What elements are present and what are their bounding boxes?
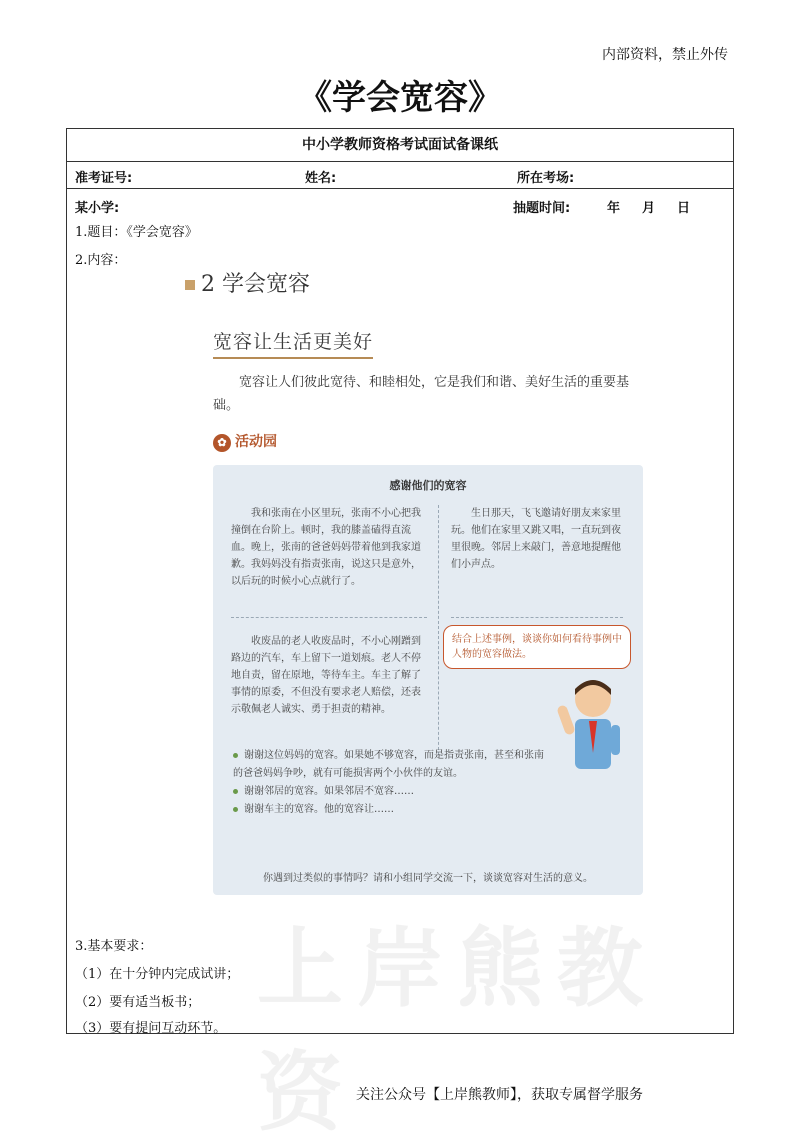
intro-paragraph: 宽容让人们彼此宽待、和睦相处，它是我们和谐、美好生活的重要基础。 — [213, 375, 630, 413]
thanks-item: 谢谢邻居的宽容。如果邻居不宽容…… — [233, 783, 553, 801]
thanks-item: 谢谢车主的宽容。他的宽容让…… — [233, 801, 553, 819]
year-label: 年 — [607, 201, 621, 216]
activity-label: 活动园 — [235, 434, 277, 450]
bullet-icon — [233, 753, 238, 758]
bullet-icon — [233, 807, 238, 812]
requirement-3: （3）要有提问互动环节。 — [75, 1021, 227, 1036]
confidential-note: 内部资料，禁止外传 — [602, 47, 728, 63]
requirements-label: 3.基本要求： — [75, 939, 153, 954]
exam-room-label: 所在考场: — [517, 171, 575, 186]
panel-title: 感谢他们的宽容 — [389, 479, 467, 492]
candidate-info-row — [67, 162, 733, 189]
requirement-1: （1）在十分钟内完成试讲； — [75, 967, 240, 982]
activity-heading — [213, 431, 277, 452]
story-zhangnan: 我和张南在小区里玩，张南不小心把我撞倒在台阶上。顿时，我的膝盖磕得直流血。晚上，张南的爸爸妈妈带着他到我家道歉。我妈妈没有指责张南，说这只是意外，以后玩的时候小心点就行了。 — [231, 508, 421, 587]
lesson-heading — [185, 267, 310, 298]
lesson-marker-icon — [185, 280, 195, 290]
school-label: 某小学: — [75, 201, 120, 216]
thanks-item: 谢谢这位妈妈的宽容。如果她不够宽容，而是指责张南，甚至和张南的爸爸妈妈争吵，就有可能损害两个小伙伴的友谊。 — [233, 750, 544, 779]
lesson-title: 2 学会宽容 — [201, 272, 310, 297]
divider-vertical — [438, 505, 439, 755]
discussion-question: 你遇到过类似的事情吗？请和小组同学交流一下，谈谈宽容对生活的意义。 — [263, 873, 593, 884]
content-label: 2.内容： — [75, 253, 127, 268]
textbook-page — [185, 267, 665, 907]
document-title: 《学会宽容》 — [298, 78, 502, 118]
speech-bubble: 结合上述事例，谈谈你如何看待事例中人物的宽容做法。 — [443, 625, 631, 669]
thanks-list — [233, 747, 553, 819]
topic-line: 1.题目：《学会宽容》 — [75, 225, 198, 240]
name-label: 姓名: — [305, 171, 337, 186]
story-old-man: 收废品的老人收废品时，不小心刚蹭到路边的汽车，车上留下一道划痕。老人不停地自责，留在原地，等待车主。车主了解了事情的原委，不但没有要求老人赔偿，还表示敬佩老人诚实、勇于担责的精神。 — [231, 636, 421, 715]
footer-promo: 关注公众号【上岸熊教师】，获取专属督学服务 — [356, 1087, 643, 1103]
draw-time-label: 抽题时间: — [513, 201, 571, 216]
day-label: 日 — [677, 201, 691, 216]
exam-id-label: 准考证号: — [75, 171, 133, 186]
section-subtitle: 宽容让生活更美好 — [213, 327, 373, 359]
watermark-text: 上岸熊教资 — [257, 919, 657, 1143]
divider-left — [231, 617, 427, 618]
requirement-2: （2）要有适当板书； — [75, 995, 201, 1010]
student-illustration — [553, 675, 633, 785]
story-feifei: 生日那天，飞飞邀请好朋友来家里玩。他们在家里又跳又唱，一直玩到夜里很晚。邻居上来敲门，善意地提醒他们小声点。 — [451, 508, 621, 570]
divider-right — [451, 617, 623, 618]
activity-panel — [213, 465, 643, 895]
bullet-icon — [233, 789, 238, 794]
month-label: 月 — [642, 201, 656, 216]
form-header: 中小学教师资格考试面试备课纸 — [67, 129, 733, 162]
activity-icon: ✿ — [213, 434, 231, 452]
school-row — [67, 189, 733, 221]
